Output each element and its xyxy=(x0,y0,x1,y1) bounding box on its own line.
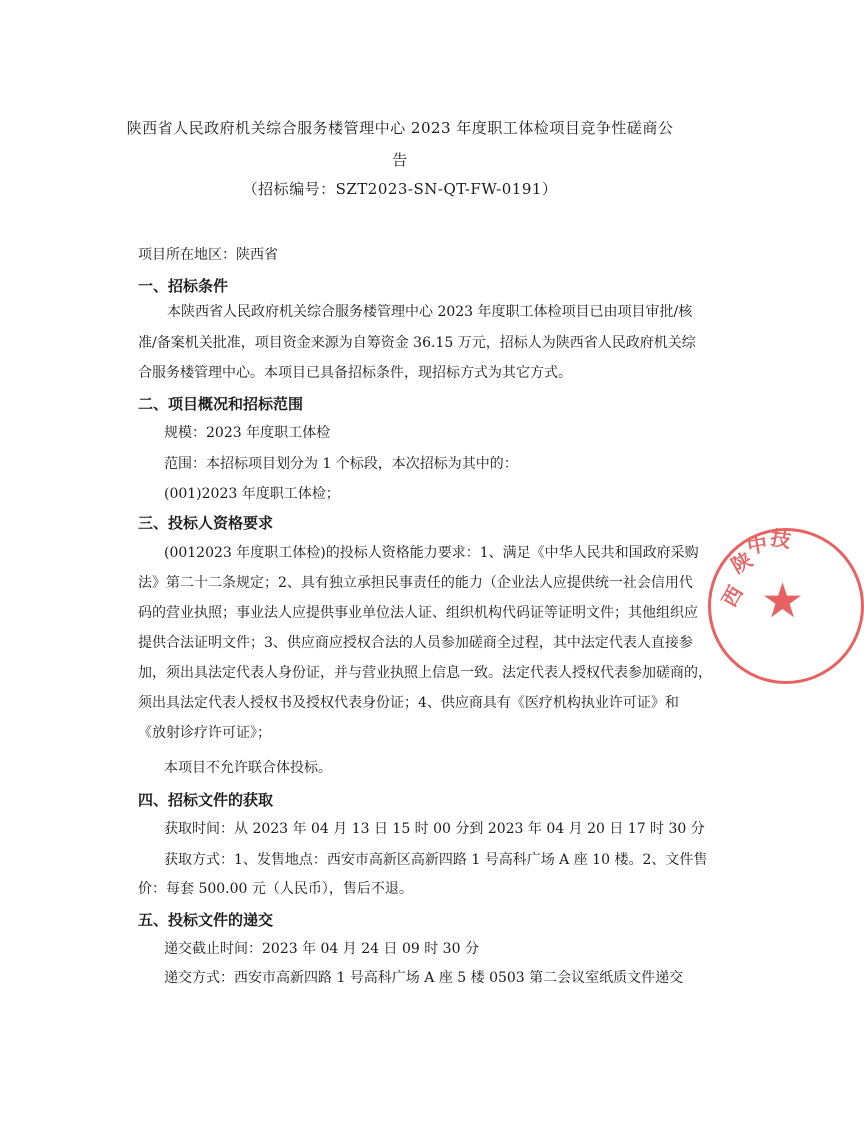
section3-line: (0012023 年度职工体检)的投标人资格能力要求：1、满足《中华人民共和国政府采购 xyxy=(164,545,699,561)
project-region: 项目所在地区：陕西省 xyxy=(138,247,278,263)
official-seal-stamp xyxy=(708,525,864,684)
section1-heading: 一、招标条件 xyxy=(138,277,229,295)
section4-heading: 四、招标文件的获取 xyxy=(138,791,274,809)
seal-char: 西 xyxy=(716,581,748,611)
section3-line: 《放射诊疗许可证》； xyxy=(138,725,271,741)
section5-line: 递交截止时间：2023 年 04 月 24 日 09 时 30 分 xyxy=(164,941,479,957)
section1-line: 本陕西省人民政府机关综合服务楼管理中心 2023 年度职工体检项目已由项目审批/核 xyxy=(167,304,693,320)
section3-line: 码的营业执照；事业法人应提供事业单位法人证、组织机构代码证等证明文件；其他组织应 xyxy=(138,605,698,621)
section3-line: 法》第二十二条规定；2、具有独立承担民事责任的能力（企业法人应提供统一社会信用代 xyxy=(138,575,693,591)
section3-line: 加，须出具法定代表人身份证，并与营业执照上信息一致。法定代表人授权代表参加磋商的， xyxy=(138,665,712,681)
section5-heading: 五、投标文件的递交 xyxy=(138,911,274,929)
section3-line: 提供合法证明文件；3、供应商应授权合法的人员参加磋商全过程，其中法定代表人直接参 xyxy=(138,635,693,651)
tender-number: （招标编号：SZT2023-SN-QT-FW-0191） xyxy=(242,180,558,198)
seal-star-icon: ★ xyxy=(761,573,805,629)
document-title-line1: 陕西省人民政府机关综合服务楼管理中心 2023 年度职工体检项目竞争性磋商公 xyxy=(126,119,674,137)
section2-heading: 二、项目概况和招标范围 xyxy=(138,395,304,413)
section2-line: 范围：本招标项目划分为 1 个标段，本次招标为其中的： xyxy=(164,456,518,472)
section4-line: 价：每套 500.00 元（人民币），售后不退。 xyxy=(138,881,413,897)
document-title-line2: 告 xyxy=(392,151,408,169)
section4-line: 获取时间：从 2023 年 04 月 13 日 15 时 00 分到 2023 年 04 月 20 日 17 时 30 分 xyxy=(164,821,705,837)
section3-line: 须出具法定代表人授权书及授权代表身份证；4、供应商具有《医疗机构执业许可证》和 xyxy=(138,695,679,711)
section2-line: (001)2023 年度职工体检； xyxy=(164,486,340,502)
section3-heading: 三、投标人资格要求 xyxy=(138,514,274,532)
section4-line: 获取方式：1、发售地点：西安市高新区高新四路 1 号高科广场 A 座 10 楼。2、文件售 xyxy=(164,852,708,868)
section2-line: 规模：2023 年度职工体检 xyxy=(164,425,331,441)
seal-char: 陕 xyxy=(727,547,757,579)
section1-line: 准/备案机关批准，项目资金来源为自筹资金 36.15 万元，招标人为陕西省人民政府机关综 xyxy=(138,335,696,351)
consortium-note: 本项目不允许联合体投标。 xyxy=(164,760,332,776)
section5-line: 递交方式：西安市高新四路 1 号高科广场 A 座 5 楼 0503 第二会议室纸质文件递交 xyxy=(164,970,684,986)
seal-char: 中 xyxy=(745,531,770,559)
seal-char: 技 xyxy=(768,525,793,553)
section1-line: 合服务楼管理中心。本项目已具备招标条件，现招标方式为其它方式。 xyxy=(138,365,572,381)
